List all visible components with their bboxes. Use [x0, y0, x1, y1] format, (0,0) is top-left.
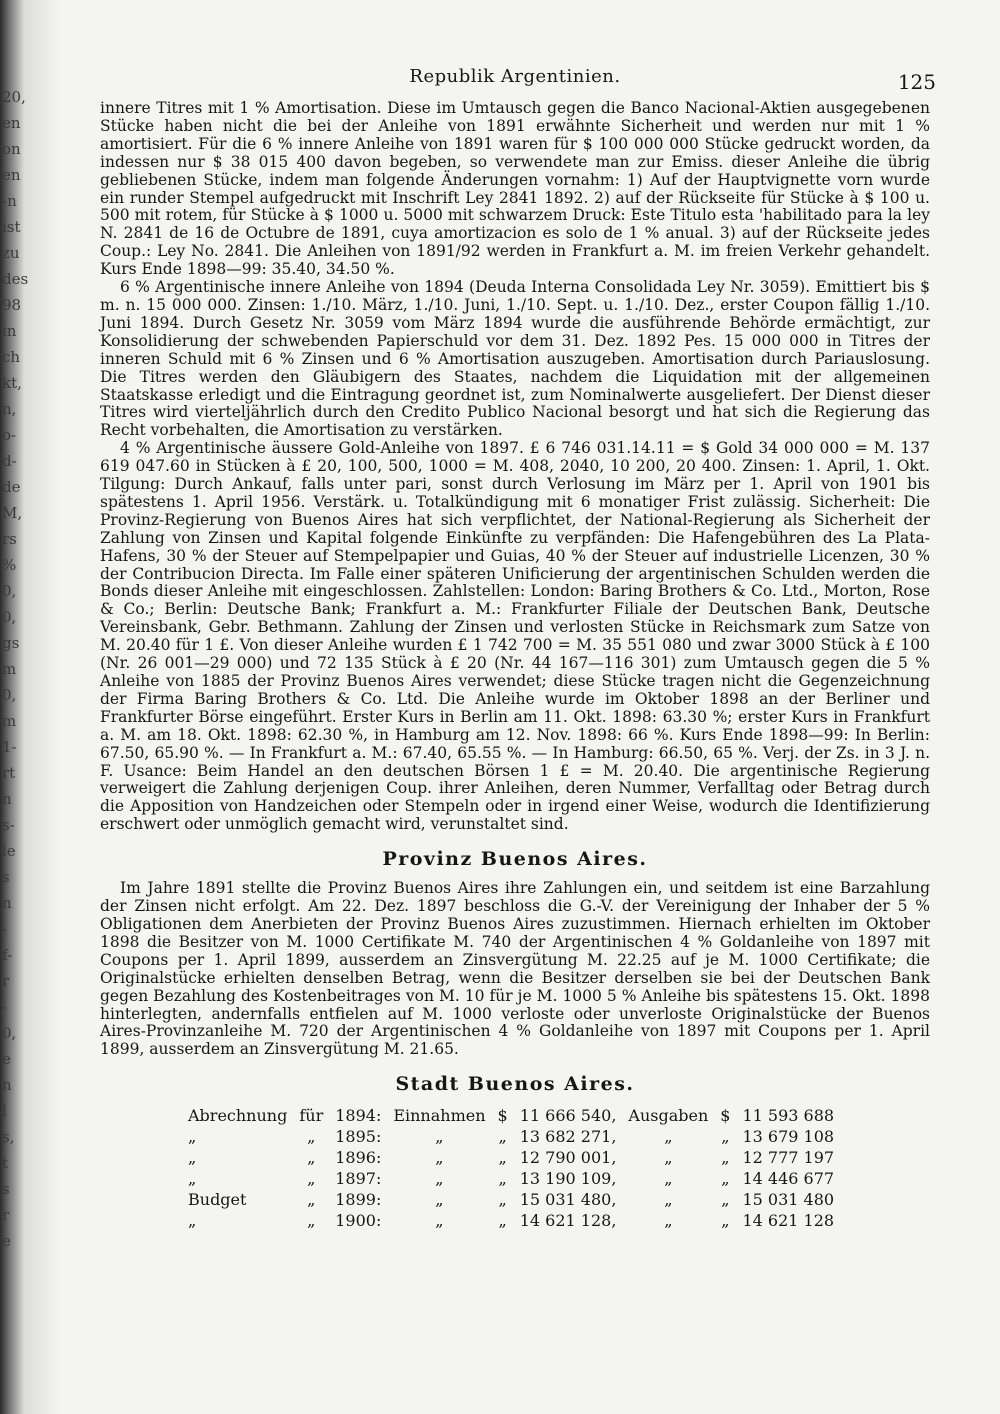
- margin-fragment: n: [2, 894, 12, 912]
- section-heading-stadt: Stadt Buenos Aires.: [395, 1073, 635, 1096]
- paragraph-gold-anleihe-1897: 4 % Argentinische äussere Gold-Anleihe von 1897. £ 6 746 031.14.11 = $ Gold 34 000 000 = M. 137 619 047.60 in Stücken à £ 20, 100, 500, 1000 = M. 408, 2040, 10 200, 20 400. Zinsen: 1. April, 1. Okt. Tilgung: Durch Ankauf, falls unter pari, sonst durch Verlosung im März per 1. April von 1901 bis spätestens 1. April 1956. Verstärk. u. Totalkündigung mit 6 monatiger Frist zulässig. Sicherheit: Die Provinz-Regierung von Buenos Aires hat sich verpflichtet, der National-Regierung als Sicherheit der Zahlung von Zinsen und Kapital folgende Einkünfte zu verpfänden: Die Hafengebühren des La Plata-Hafens, 30 % der Steuer auf Stempelpapier und Guias, 40 % der Steuer auf industrielle Licenzen, 30 % der Contribucion Directa. Im Falle einer späteren Unificierung der argentinischen Schulden werden die Bonds dieser Anleihe mit eingeschlossen. Zahlstellen: London: Baring Brothers & Co. Ltd., Morton, Rose & Co.; Berlin: Deutsche Bank; Frankfurt a. M.: Frankfurter Filiale der Deutschen Bank, Deutsche Vereinsbank, Gebr. Bethmann. Zahlung der Zinsen und verlosten Stücke in Reichsmark zum Satze von M. 20.40 für 1 £. Von dieser Anleihe wurden £ 1 742 700 = M. 35 551 080 und zwar 3000 Stück à £ 100 (Nr. 26 001—29 000) und 72 135 Stück à £ 20 (Nr. 44 167—116 301) zum Umtausch gegen die 5 % Anleihe von 1885 der Provinz Buenos Aires verwendet; diese Stücke tragen nicht die Gegenzeichnung der Firma Baring Brothers & Co. Ltd. Die Anleihe wurde im Oktober 1898 an der Berliner und Frankfurter Börse eingeführt. Erster Kurs in Berlin am 11. Okt. 1898: 63.30 %; erster Kurs in Frankfurt a. M. am 18. Okt. 1898: 62.30 %, in Hamburg am 12. Nov. 1898: 66 %. Kurs Ende 1898—99: In Berlin: 67.50, 65.90 %. — In Frankfurt a. M.: 67.40, 65.55 %. — In Hamburg: 66.50, 65 %. Verj. der Zs. in 3 J. n. F. Usance: Beim Handel an den deutschen Börsen 1 £ = M. 20.40. Die argentinische Regierung verweigert die Zahlung derjenigen Coup. ihrer Anleihen, deren Nummer, Verfalltag oder Betrag durch die Apposition von Handzeichen oder Stempeln oder in irgend einer Weise, wodurch die Identifizierung erschwert oder unmöglich gemacht wird, verunstaltet sind.: [100, 439, 930, 834]
- margin-fragment: s: [2, 1180, 10, 1198]
- margin-fragment: des: [2, 270, 29, 288]
- finance-row: [182, 1105, 840, 1126]
- income-label: „: [435, 1211, 444, 1231]
- page-number: 125: [897, 70, 936, 94]
- margin-fragment: o-: [2, 426, 17, 444]
- expense-label: „: [664, 1169, 673, 1189]
- finance-row: [182, 1189, 840, 1210]
- margin-fragment: ch: [2, 348, 21, 366]
- expense-currency: $: [720, 1106, 731, 1126]
- margin-fragment: t: [2, 1154, 9, 1172]
- income-label: „: [435, 1127, 444, 1147]
- section-heading-provinz: Provinz Buenos Aires.: [382, 848, 648, 871]
- income-currency: „: [498, 1190, 507, 1210]
- income-value: 13 682 271,: [519, 1127, 617, 1147]
- margin-fragment: n: [2, 1076, 12, 1094]
- margin-fragment: -: [2, 920, 8, 938]
- row-label: „: [188, 1148, 197, 1168]
- income-currency: „: [498, 1148, 507, 1168]
- margin-fragment: r: [2, 1206, 10, 1224]
- row-pre: „: [307, 1211, 316, 1231]
- margin-fragment: on: [2, 140, 21, 158]
- margin-fragment: r: [2, 972, 10, 990]
- income-label: „: [435, 1190, 444, 1210]
- row-pre: „: [307, 1127, 316, 1147]
- finance-row: [182, 1126, 840, 1147]
- margin-fragment: 0,: [2, 686, 17, 704]
- margin-fragment: rs: [2, 530, 17, 548]
- income-currency: „: [498, 1169, 507, 1189]
- margin-fragment: s-: [2, 816, 15, 834]
- income-label: „: [435, 1169, 444, 1189]
- margin-fragment: gs: [2, 634, 20, 652]
- row-year: 1899:: [335, 1190, 382, 1210]
- margin-fragment: n: [2, 790, 12, 808]
- expense-label: „: [664, 1148, 673, 1168]
- finance-table: [182, 1105, 840, 1231]
- margin-fragment: 98: [2, 296, 22, 314]
- row-label: Budget: [188, 1190, 247, 1210]
- income-label: „: [435, 1148, 444, 1168]
- margin-fragment: -: [2, 998, 8, 1016]
- row-pre: „: [307, 1148, 316, 1168]
- income-value: 13 190 109,: [519, 1169, 617, 1189]
- expense-value: 14 446 677: [742, 1169, 835, 1189]
- expense-currency: „: [721, 1169, 730, 1189]
- finance-row: [182, 1210, 840, 1231]
- row-year: 1897:: [335, 1169, 382, 1189]
- page: [100, 60, 936, 1231]
- margin-fragment: 0,: [2, 1024, 17, 1042]
- paragraph-anleihe-1894: 6 % Argentinische innere Anleihe von 1894 (Deuda Interna Consolidada Ley Nr. 3059). Emittiert bis $ m. n. 15 000 000. Zinsen: 1./10. März, 1./10. Juni, 1./10. Sept. u. 1./10. Dez., erster Coupon fällig 1./10. Juni 1894. Durch Gesetz Nr. 3059 vom März 1894 wurde die ausführende Behörde ermächtigt, zur Konsolidierung der schwebenden Papierschuld vor dem 31. Dez. 1892 Pes. 15 000 000 in Titres der inneren Schuld mit 6 % Zinsen und 6 % Amortisation auszugeben. Amortisation durch Pariauslosung. Die Titres werden den Gläubigern des Staates, nachdem die Liquidation mit der allgemeinen Staatskasse erledigt und die Eintragung geordnet ist, zum Nominalwerte ausgeliefert. Der Dienst dieser Titres wird vierteljährlich durch den Credito Publico Nacional besorgt und hat sich die Regierung das Recht vorbehalten, die Amortisation zu verstärken.: [100, 278, 930, 440]
- margin-fragment: ist: [2, 218, 21, 236]
- expense-currency: „: [721, 1190, 730, 1210]
- expense-value: 14 621 128: [742, 1211, 835, 1231]
- expense-label: „: [664, 1211, 673, 1231]
- row-year: 1900:: [335, 1211, 382, 1231]
- running-title: Republik Argentinien.: [409, 66, 621, 87]
- margin-fragment: in: [2, 322, 17, 340]
- finance-row: [182, 1168, 840, 1189]
- income-value: 11 666 540,: [519, 1106, 617, 1126]
- margin-fragment: le: [2, 842, 16, 860]
- margin-fragment: e: [2, 1050, 11, 1068]
- margin-fragment: s: [2, 868, 10, 886]
- income-currency: „: [498, 1127, 507, 1147]
- paragraph-provinz: Im Jahre 1891 stellte die Provinz Buenos Aires ihre Zahlungen ein, und seitdem ist eine Barzahlung der Zinsen nicht erfolgt. Am 22. Dez. 1897 beschloss die G.-V. der Vereinigung der Inhaber der 5 % Obligationen dem Anerbieten der Provinz Buenos Aires zuzustimmen. Hiernach erhielten im Oktober 1898 die Besitzer von M. 1000 Certifikate M. 740 der Argentinischen 4 % Goldanleihe von 1897 mit Coupons per 1. April 1899, ausserdem an Zinsvergütung M. 22.25 auf je M. 1000 Certifikate; die Originalstücke erhielten denselben Betrag, wenn die Besitzer derselben sie bei der Deutschen Bank gegen Bezahlung des Kostenbeitrages von M. 10 für je M. 1000 5 % Anleihe bis spätestens 15. Okt. 1898 hinterlegten, andernfalls entfielen auf M. 1000 verloste oder unverloste Originalstücke der Buenos Aires-Provinzanleihe M. 720 der Argentinischen 4 % Goldanleihe von 1897 mit Coupons per 1. April 1899, ausserdem an Zinsvergütung M. 21.65.: [100, 879, 930, 1059]
- expense-label: Ausgaben: [628, 1106, 709, 1126]
- expense-value: 11 593 688: [742, 1106, 835, 1126]
- expense-currency: „: [721, 1211, 730, 1231]
- margin-fragment: zu: [2, 244, 20, 262]
- running-header: [100, 60, 936, 100]
- row-pre: „: [307, 1190, 316, 1210]
- margin-fragment: 1-: [2, 738, 17, 756]
- expense-currency: „: [721, 1127, 730, 1147]
- margin-fragment: f-: [2, 946, 13, 964]
- expense-label: „: [664, 1127, 673, 1147]
- expense-value: 15 031 480: [742, 1190, 835, 1210]
- margin-fragment: n,: [2, 400, 17, 418]
- row-pre: „: [307, 1169, 316, 1189]
- row-pre: für: [299, 1106, 324, 1126]
- margin-fragment: 20,: [2, 88, 26, 106]
- margin-fragment: m: [2, 712, 17, 730]
- margin-fragment: l: [2, 1102, 7, 1120]
- margin-fragment: d-: [2, 452, 17, 470]
- margin-fragment: e: [2, 1232, 11, 1250]
- margin-fragment: en: [2, 114, 21, 132]
- income-currency: $: [497, 1106, 508, 1126]
- row-year: 1895:: [335, 1127, 382, 1147]
- margin-fragment: s,: [2, 1128, 15, 1146]
- row-year: 1894:: [335, 1106, 382, 1126]
- finance-row: [182, 1147, 840, 1168]
- adjacent-page-margin: [0, 0, 80, 1414]
- expense-value: 12 777 197: [742, 1148, 835, 1168]
- margin-fragment: -n: [2, 192, 17, 210]
- income-value: 14 621 128,: [519, 1211, 617, 1231]
- margin-fragment: 0,: [2, 582, 17, 600]
- income-value: 12 790 001,: [519, 1148, 617, 1168]
- row-label: „: [188, 1211, 197, 1231]
- income-value: 15 031 480,: [519, 1190, 617, 1210]
- margin-fragment: m: [2, 660, 17, 678]
- margin-fragment: %: [2, 556, 17, 574]
- margin-fragment: en: [2, 166, 21, 184]
- expense-currency: „: [721, 1148, 730, 1168]
- income-currency: „: [498, 1211, 507, 1231]
- margin-fragment: M,: [2, 504, 23, 522]
- margin-fragment: kt,: [2, 374, 22, 392]
- expense-value: 13 679 108: [742, 1127, 835, 1147]
- row-label: „: [188, 1127, 197, 1147]
- margin-fragment: de: [2, 478, 21, 496]
- income-label: Einnahmen: [393, 1106, 486, 1126]
- row-year: 1896:: [335, 1148, 382, 1168]
- row-label: „: [188, 1169, 197, 1189]
- margin-fragment: rt: [2, 764, 16, 782]
- paragraph-innere-titres: innere Titres mit 1 % Amortisation. Diese im Umtausch gegen die Banco Nacional-Aktien ausgegebenen Stücke haben nicht die bei der Anleihe von 1891 erwähnte Sicherheit und werden nur mit 1 % amortisiert. Für die 6 % innere Anleihe von 1891 waren für $ 100 000 000 Stücke gedruckt worden, da indessen nur $ 38 015 400 davon begeben, so verwendete man zur Emiss. dieser Anleihe die übrig gebliebenen Stücke, indem man folgende Änderungen vornahm: 1) Auf der Hauptvignette vorn wurde ein runder Stempel aufgedruckt mit Inschrift Ley 2841 1892. 2) auf der Rückseite für Stücke à $ 100 u. 500 mit rotem, für Stücke à $ 1000 u. 5000 mit schwarzem Druck: Este Titulo esta 'habilitado para la ley N. 2841 de 16 de Octubre de 1891, cuya amortizacion es solo de 1 % anual. 3) auf der Rückseite jedes Coup.: Ley No. 2841. Die Anleihen von 1891/92 werden in Frankfurt a. M. im freien Verkehr gehandelt. Kurs Ende 1898—99: 35.40, 34.50 %.: [100, 99, 930, 279]
- row-label: Abrechnung: [188, 1106, 288, 1126]
- expense-label: „: [664, 1190, 673, 1210]
- margin-fragment: 0,: [2, 608, 17, 626]
